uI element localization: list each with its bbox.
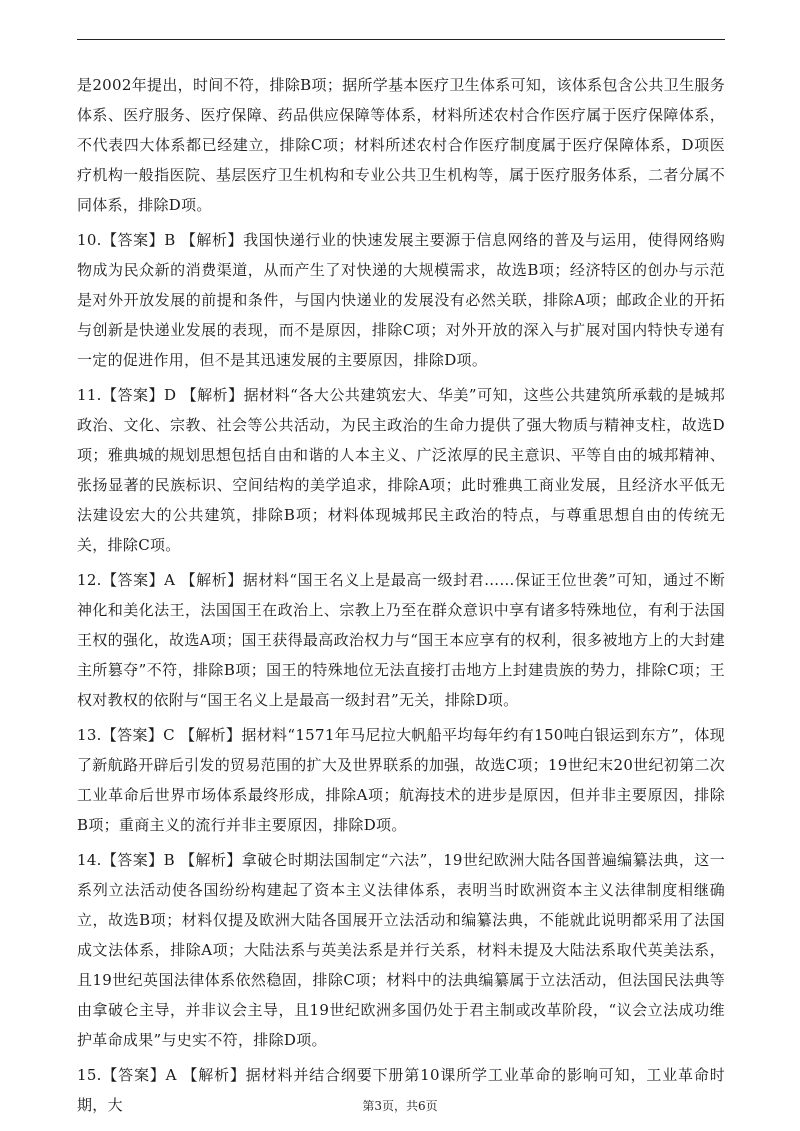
paragraph-answer-13: 13.【答案】C 【解析】据材料“1571年马尼拉大帆船平均每年约有150吨白银运到东方”，体现了新航路开辟后引发的贸易范围的扩大及世界联系的加强，故选C项；19世纪末20世纪初第二次工业革命后世界市场体系最终形成，排除A项；航海技术的进步是原因，但并非主要原因，排除B项；重商主义的流行并非主要原因，排除D项。 bbox=[77, 726, 725, 834]
paragraph-answer-14: 14.【答案】B 【解析】拿破仑时期法国制定“六法”，19世纪欧洲大陆各国普遍编纂法典，这一系列立法活动使各国纷纷构建起了资本主义法律体系，表明当时欧洲资本主义法律制度相继确立，故选B项；材料仅提及欧洲大陆各国展开立法活动和编纂法典，不能就此说明都采用了法国成文法体系，排除A项；大陆法系与英美法系是并行关系，材料未提及大陆法系取代英美法系，且19世纪英国法律体系依然稳固，排除C项；材料中的法典编纂属于立法活动，但法国民法典等由拿破仑主导，并非议会主导，且19世纪欧洲多国仍处于君主制或改革阶段，“议会立法成功维护革命成果”与史实不符，排除D项。 bbox=[77, 851, 725, 1049]
answer-content bbox=[77, 70, 725, 1125]
paragraph-answer-11: 11.【答案】D 【解析】据材料“各大公共建筑宏大、华美”可知，这些公共建筑所承载的是城邦政治、文化、宗教、社会等公共活动，为民主政治的生命力提供了强大物质与精神支柱，故选D项；雅典城的规划思想包括自由和谐的人本主义、广泛浓厚的民主意识、平等自由的城邦精神、张扬显著的民族标识、空间结构的美学追求，排除A项；此时雅典工商业发展，且经济水平低无法建设宏大的公共建筑，排除B项；材料体现城邦民主政治的特点，与尊重思想自由的传统无关，排除C项。 bbox=[77, 386, 725, 554]
paragraph-continuation-9: 是2002年提出，时间不符，排除B项；据所学基本医疗卫生体系可知，该体系包含公共卫生服务体系、医疗服务、医疗保障、药品供应保障等体系，材料所述农村合作医疗属于医疗保障体系，不代表四大体系都已经建立，排除C项；材料所述农村合作医疗制度属于医疗保障体系，D项医疗机构一般指医院、基层医疗卫生机构和专业公共卫生机构等，属于医疗服务体系，二者分属不同体系，排除D项。 bbox=[77, 76, 725, 214]
page-number: 第3页，共6页 bbox=[362, 1099, 438, 1113]
paragraph-answer-12: 12.【答案】A 【解析】据材料“国王名义上是最高一级封君……保证王位世袭”可知，通过不断神化和美化法王，法国国王在政治上、宗教上乃至在群众意识中享有诸多特殊地位，有利于法国王权的强化，故选A项；国王获得最高政治权力与“国王本应享有的权利，很多被地方上的大封建主所篡夺”不符，排除B项；国王的特殊地位无法直接打击地方上封建贵族的势力，排除C项；王权对教权的依附与“国王名义上是最高一级封君”无关，排除D项。 bbox=[77, 571, 725, 709]
header-rule bbox=[77, 39, 725, 40]
paragraph-answer-15: 15.【答案】A 【解析】据材料并结合纲要下册第10课所学工业革命的影响可知，工业革命时期，大 bbox=[77, 1066, 725, 1114]
paragraph-answer-10: 10.【答案】B 【解析】我国快递行业的快速发展主要源于信息网络的普及与运用，使得网络购物成为民众新的消费渠道，从而产生了对快递的大规模需求，故选B项；经济特区的创办与示范是对外开放发展的前提和条件，与国内快递业的发展没有必然关联，排除A项；邮政企业的开拓与创新是快递业发展的表现，而不是原因，排除C项；对外开放的深入与扩展对国内特快专递有一定的促进作用，但不是其迅速发展的主要原因，排除D项。 bbox=[77, 231, 725, 369]
